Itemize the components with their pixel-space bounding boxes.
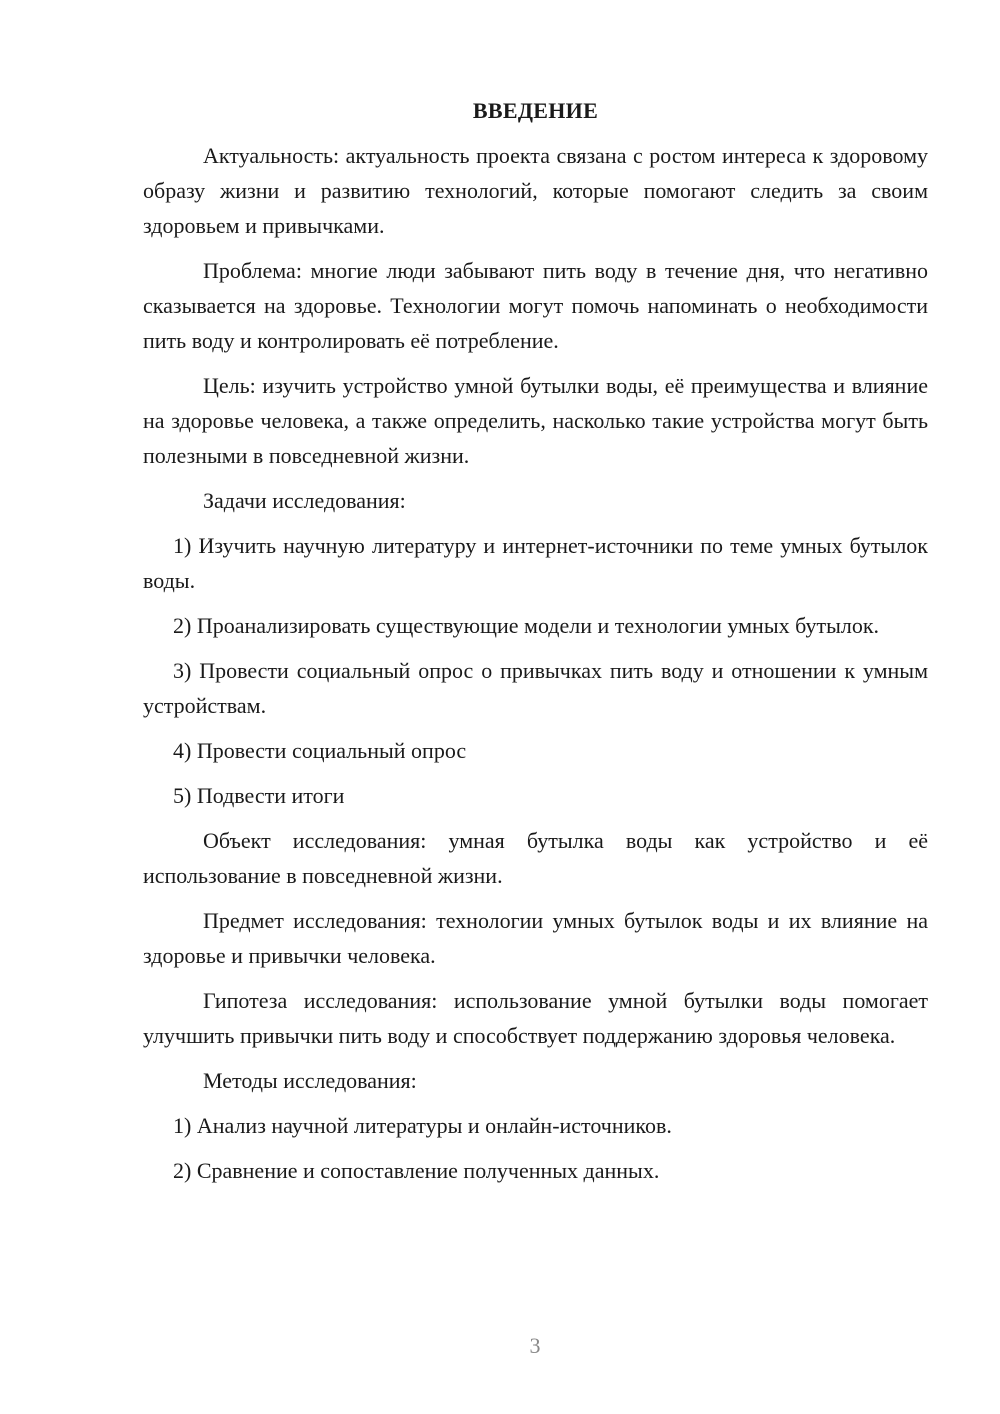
document-body [143, 96, 928, 1198]
method-item: 2) Сравнение и сопоставление полученных данных. [173, 1158, 660, 1183]
object-paragraph: Объект исследования: умная бутылка воды как устройство и её использование в повседневной жизни. [143, 828, 928, 888]
page-number: 3 [529, 1333, 541, 1358]
task-item: 3) Провести социальный опрос о привычках пить воду и отношении к умным устройствам. [143, 658, 928, 718]
subject-paragraph: Предмет исследования: технологии умных бутылок воды и их влияние на здоровье и привычки человека. [143, 908, 928, 968]
problem-paragraph: Проблема: многие люди забывают пить воду в течение дня, что негативно сказывается на здоровье. Технологии могут помочь напоминать о необходимости пить воду и контролировать её потребление. [143, 258, 928, 353]
task-item: 2) Проанализировать существующие модели и технологии умных бутылок. [173, 613, 880, 638]
method-item: 1) Анализ научной литературы и онлайн-источников. [173, 1113, 672, 1138]
goal-paragraph: Цель: изучить устройство умной бутылки воды, её преимущества и влияние на здоровье человека, а также определить, насколько такие устройства могут быть полезными в повседневной жизни. [143, 373, 928, 468]
hypothesis-paragraph: Гипотеза исследования: использование умной бутылки воды помогает улучшить привычки пить воду и способствует поддержанию здоровья человека. [143, 988, 928, 1048]
methods-title: Методы исследования: [203, 1068, 417, 1093]
section-heading: ВВЕДЕНИЕ [472, 98, 599, 123]
relevance-paragraph: Актуальность: актуальность проекта связана с ростом интереса к здоровому образу жизни и развитию технологий, которые помогают следить за своим здоровьем и привычками. [143, 143, 928, 238]
task-item: 4) Провести социальный опрос [173, 738, 467, 763]
tasks-title: Задачи исследования: [203, 488, 406, 513]
task-item: 1) Изучить научную литературу и интернет-источники по теме умных бутылок воды. [143, 533, 928, 593]
task-item: 5) Подвести итоги [173, 783, 345, 808]
